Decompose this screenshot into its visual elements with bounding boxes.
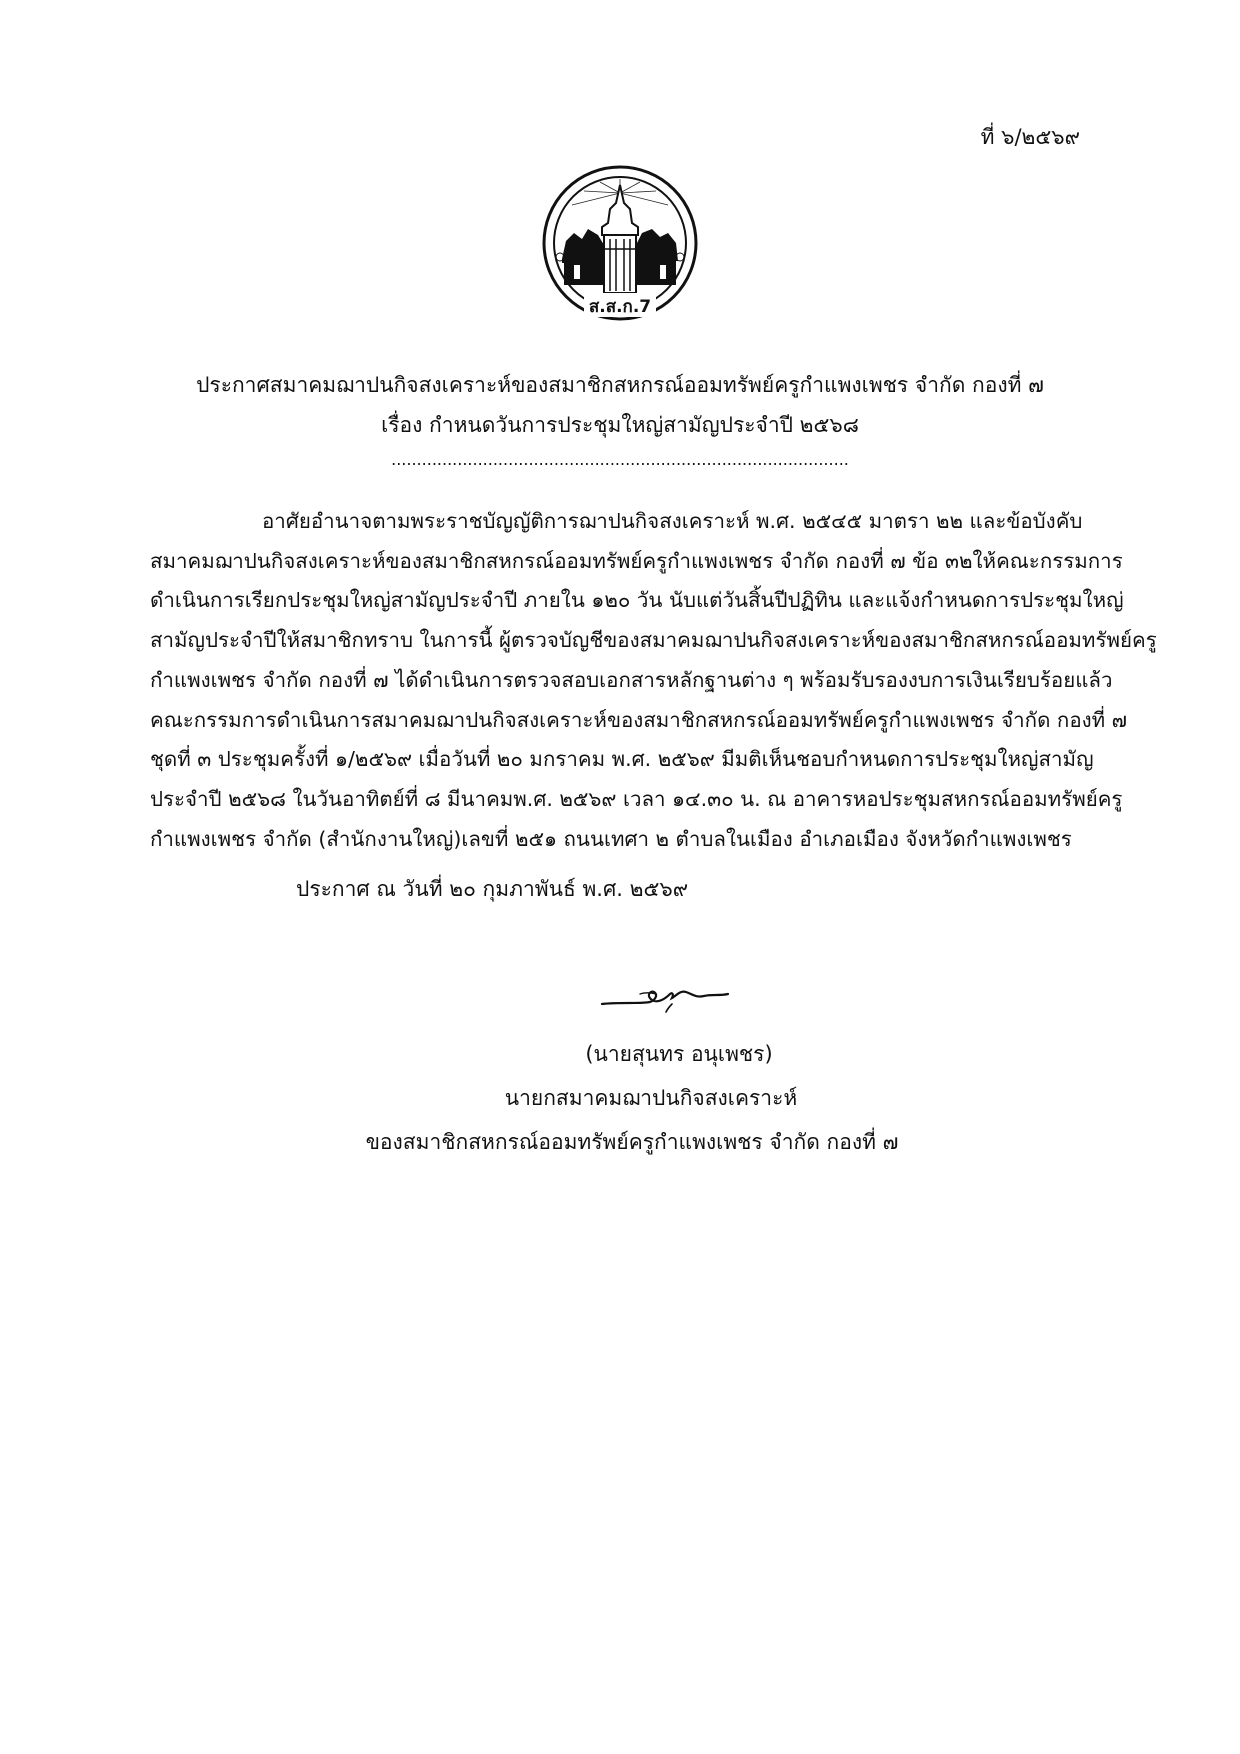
announcement-date: ประกาศ ณ วันที่ ๒๐ กุมภาพันธ์ พ.ศ. ๒๕๖๙ <box>296 877 689 901</box>
title-line-1: ประกาศสมาคมฌาปนกิจสงเคราะห์ของสมาชิกสหกรณ์ออมทรัพย์ครูกำแพงเพชร จำกัด กองที่ ๗ <box>196 373 1044 397</box>
signer-block <box>0 1032 1240 1164</box>
document-number: ที่ ๖/๒๕๖๙ <box>980 125 1080 149</box>
body-line: กำแพงเพชร จำกัด (สำนักงานใหญ่)เลขที่ ๒๕๑ ถนนเทศา ๒ ตำบลในเมือง อำเภอเมือง จังหวัดกำแพงเพชร <box>150 826 1072 851</box>
body-line: ประจำปี ๒๕๖๘ ในวันอาทิตย์ที่ ๘ มีนาคมพ.ศ. ๒๕๖๙ เวลา ๑๔.๓๐ น. ณ อาคารหอประชุมสหกรณ์ออมทรัพย์ครู <box>150 786 1123 811</box>
body-line: คณะกรรมการดำเนินการสมาคมฌาปนกิจสงเคราะห์ของสมาชิกสหกรณ์ออมทรัพย์ครูกำแพงเพชร จำกัด กองที่ ๗ <box>150 707 1128 732</box>
body-line: กำแพงเพชร จำกัด กองที่ ๗ ได้ดำเนินการตรวจสอบเอกสารหลักฐานต่าง ๆ พร้อมรับรองงบการเงินเรียบร้อยแล้ว <box>150 667 1113 692</box>
body-line: อาศัยอำนาจตามพระราชบัญญัติการฌาปนกิจสงเคราะห์ พ.ศ. ๒๕๔๕ มาตรา ๒๒ และข้อบังคับ <box>262 509 1083 533</box>
dotted-divider: .......................................................................................... <box>391 450 849 469</box>
signer-title-1: นายกสมาคมฌาปนกิจสงเคราะห์ <box>504 1086 798 1110</box>
announcement-title <box>0 365 1240 445</box>
body-line: ดำเนินการเรียกประชุมใหญ่สามัญประจำปี ภายใน ๑๒๐ วัน นับแต่วันสิ้นปีปฏิทิน และแจ้งกำหนดการประชุมใหญ่ <box>150 588 1124 613</box>
handwritten-signature <box>600 982 740 1038</box>
signer-name: (นายสุนทร อนุเพชร) <box>585 1042 773 1066</box>
signer-title-2: ของสมาชิกสหกรณ์ออมทรัพย์ครูกำแพงเพชร จำกัด กองที่ ๗ <box>365 1130 899 1154</box>
association-seal-logo <box>540 163 700 328</box>
title-line-2: เรื่อง กำหนดวันการประชุมใหญ่สามัญประจำปี ๒๕๖๘ <box>381 413 859 437</box>
seal-label: ส.ส.ก.7 <box>588 297 652 317</box>
body-line: สามัญประจำปีให้สมาชิกทราบ ในการนี้ ผู้ตรวจบัญชีของสมาคมฌาปนกิจสงเคราะห์ของสมาชิกสหกรณ์ออมทรัพย์ครู <box>150 628 1157 653</box>
announcement-body <box>150 502 1157 859</box>
body-line: ชุดที่ ๓ ประชุมครั้งที่ ๑/๒๕๖๙ เมื่อวันที่ ๒๐ มกราคม พ.ศ. ๒๕๖๙ มีมติเห็นชอบกำหนดการประชุมใหญ่สามัญ <box>150 747 1094 772</box>
body-line: สมาคมฌาปนกิจสงเคราะห์ของสมาชิกสหกรณ์ออมทรัพย์ครูกำแพงเพชร จำกัด กองที่ ๗ ข้อ ๓๒ให้คณะกรรมการ <box>150 548 1123 573</box>
